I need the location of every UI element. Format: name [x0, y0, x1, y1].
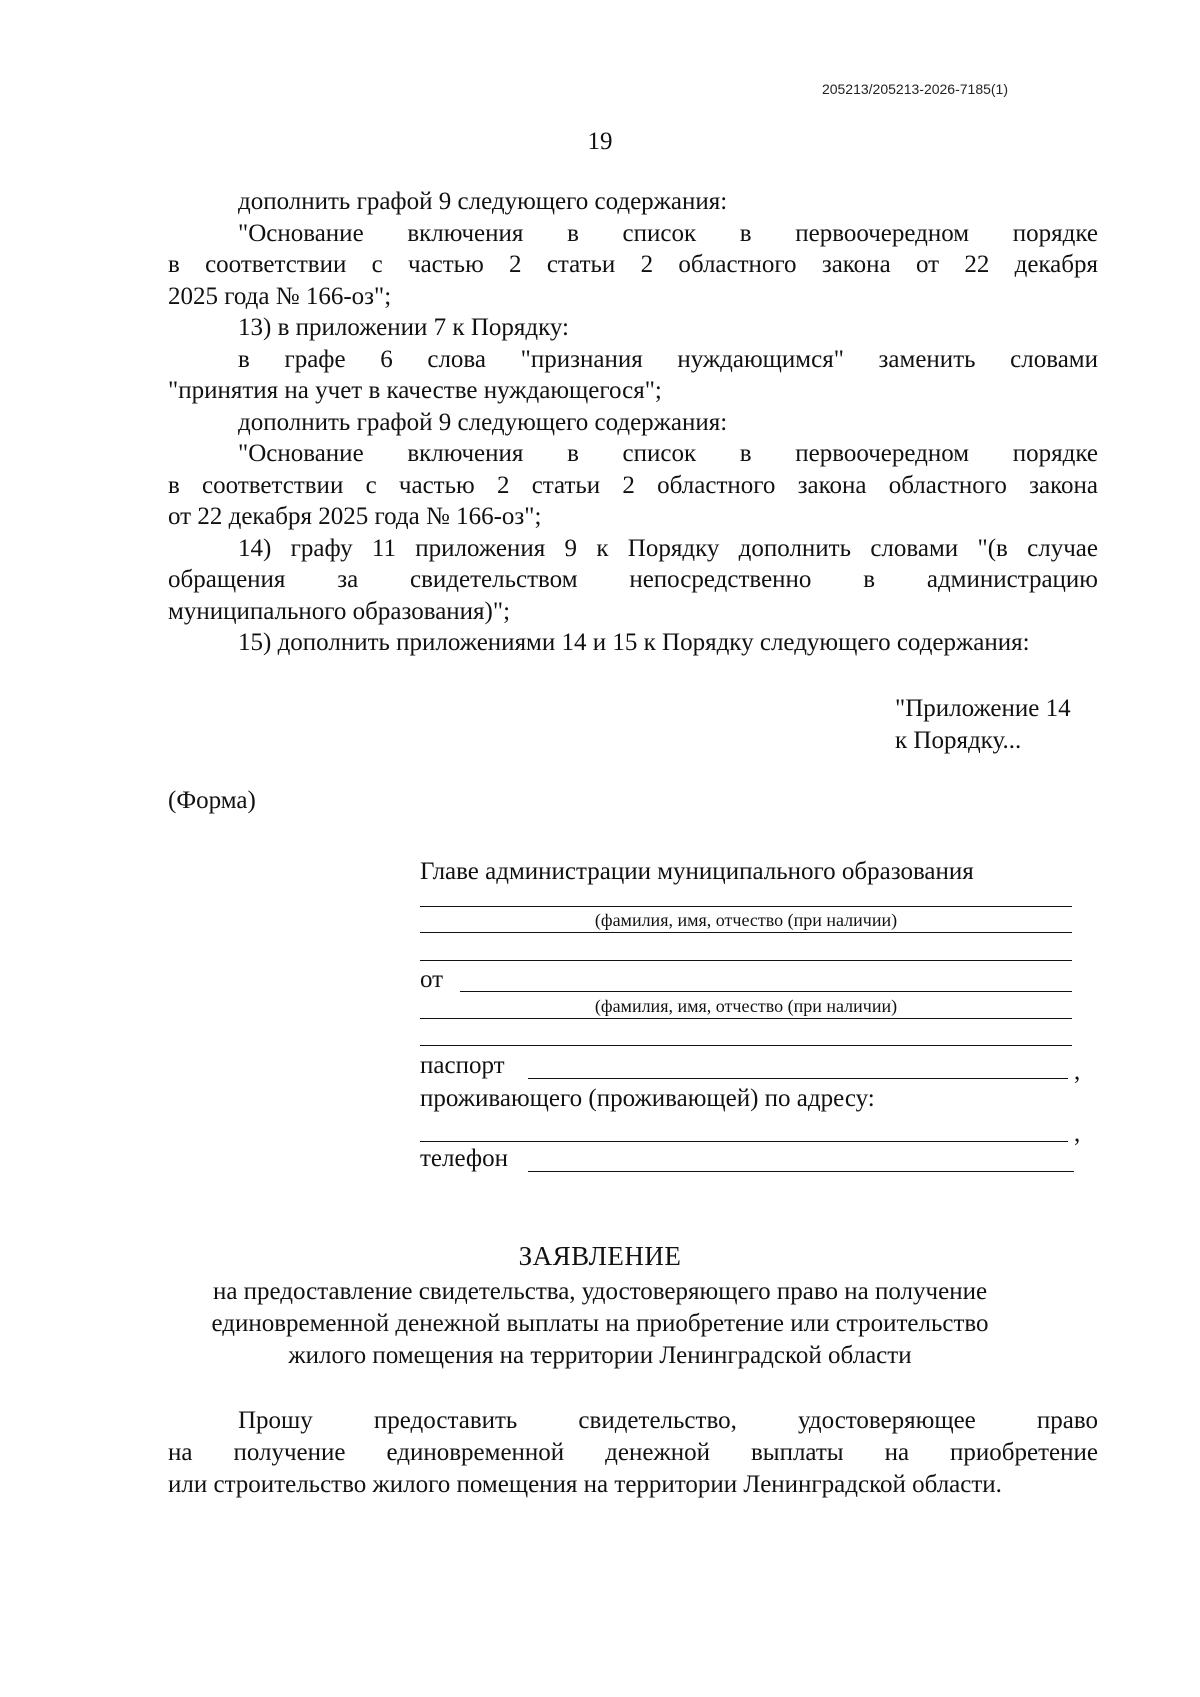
body-line: 14) графу 11 приложения 9 к Порядку дополнить словами "(в случае — [238, 534, 1098, 562]
comma: , — [1074, 1120, 1081, 1147]
body-line: обращения за свидетельством непосредственно в администрацию — [168, 566, 1098, 593]
body-line: от 22 декабря 2025 года № 166-оз"; — [168, 503, 542, 530]
blank-line — [528, 1078, 1068, 1079]
form-label: (Форма) — [168, 787, 256, 814]
from-label: от — [420, 966, 444, 993]
blank-line — [420, 932, 1072, 933]
body-line: 13) в приложении 7 к Порядку: — [238, 314, 569, 341]
addressee-head: Главе администрации муниципального образования — [420, 858, 974, 885]
document-id: 205213/205213-2026-7185(1) — [821, 81, 1008, 97]
passport-label: паспорт — [420, 1052, 505, 1079]
statement-title: ЗАЯВЛЕНИЕ — [518, 1241, 682, 1271]
blank-line — [420, 906, 1072, 907]
comma: , — [1074, 1058, 1081, 1085]
blank-line — [420, 1141, 1068, 1142]
blank-line — [420, 1045, 1072, 1046]
body-line: "Основание включения в список в первоочередном порядке — [238, 219, 1098, 247]
statement-subtitle: жилого помещения на территории Ленинградской области — [288, 1342, 912, 1369]
body-line: дополнить графой 9 следующего содержания: — [238, 408, 728, 436]
phone-label: телефон — [420, 1145, 508, 1172]
request-line: на получение единовременной денежной выплаты на приобретение — [168, 1439, 1098, 1466]
body-line: "принятия на учет в качестве нуждающегося"; — [168, 377, 662, 404]
statement-heading — [0, 1240, 1200, 1372]
fio-caption: (фамилия, имя, отчество (при наличии) — [594, 910, 898, 930]
blank-line — [420, 1018, 1072, 1019]
statement-subtitle: на предоставление свидетельства, удостоверяющего право на получение — [212, 1278, 988, 1305]
page-number: 19 — [587, 128, 613, 155]
fio-caption: (фамилия, имя, отчество (при наличии) — [594, 996, 898, 1016]
body-line: муниципального образования)"; — [168, 597, 511, 625]
body-line: дополнить графой 9 следующего содержания: — [238, 188, 728, 215]
request-line: или строительство жилого помещения на территории Ленинградской области. — [168, 1471, 1002, 1498]
annex-line: к Порядку... — [895, 727, 1022, 754]
blank-line — [528, 1171, 1074, 1172]
body-line: в соответствии с частью 2 статьи 2 областного закона областного закона — [168, 471, 1098, 499]
blank-line — [460, 991, 1072, 992]
blank-line — [420, 960, 1072, 961]
amendment-text — [168, 186, 1098, 659]
body-line: в графе 6 слова "признания нуждающимся" заменить словами — [238, 345, 1098, 373]
annex-line: "Приложение 14 — [895, 695, 1071, 722]
request-text — [168, 1405, 1098, 1501]
statement-subtitle: единовременной денежной выплаты на приобретение или строительство — [211, 1310, 989, 1337]
body-line: 2025 года № 166-оз"; — [168, 282, 392, 310]
body-line: "Основание включения в список в первоочередном порядке — [238, 440, 1098, 467]
body-line: 15) дополнить приложениями 14 и 15 к Порядку следующего содержания: — [238, 629, 1030, 656]
request-line: Прошу предоставить свидетельство, удостоверяющее право — [238, 1407, 1098, 1434]
annex-heading — [895, 693, 1071, 757]
body-line: в соответствии с частью 2 статьи 2 областного закона от 22 декабря — [168, 251, 1098, 278]
residing-label: проживающего (проживающей) по адресу: — [420, 1085, 875, 1112]
